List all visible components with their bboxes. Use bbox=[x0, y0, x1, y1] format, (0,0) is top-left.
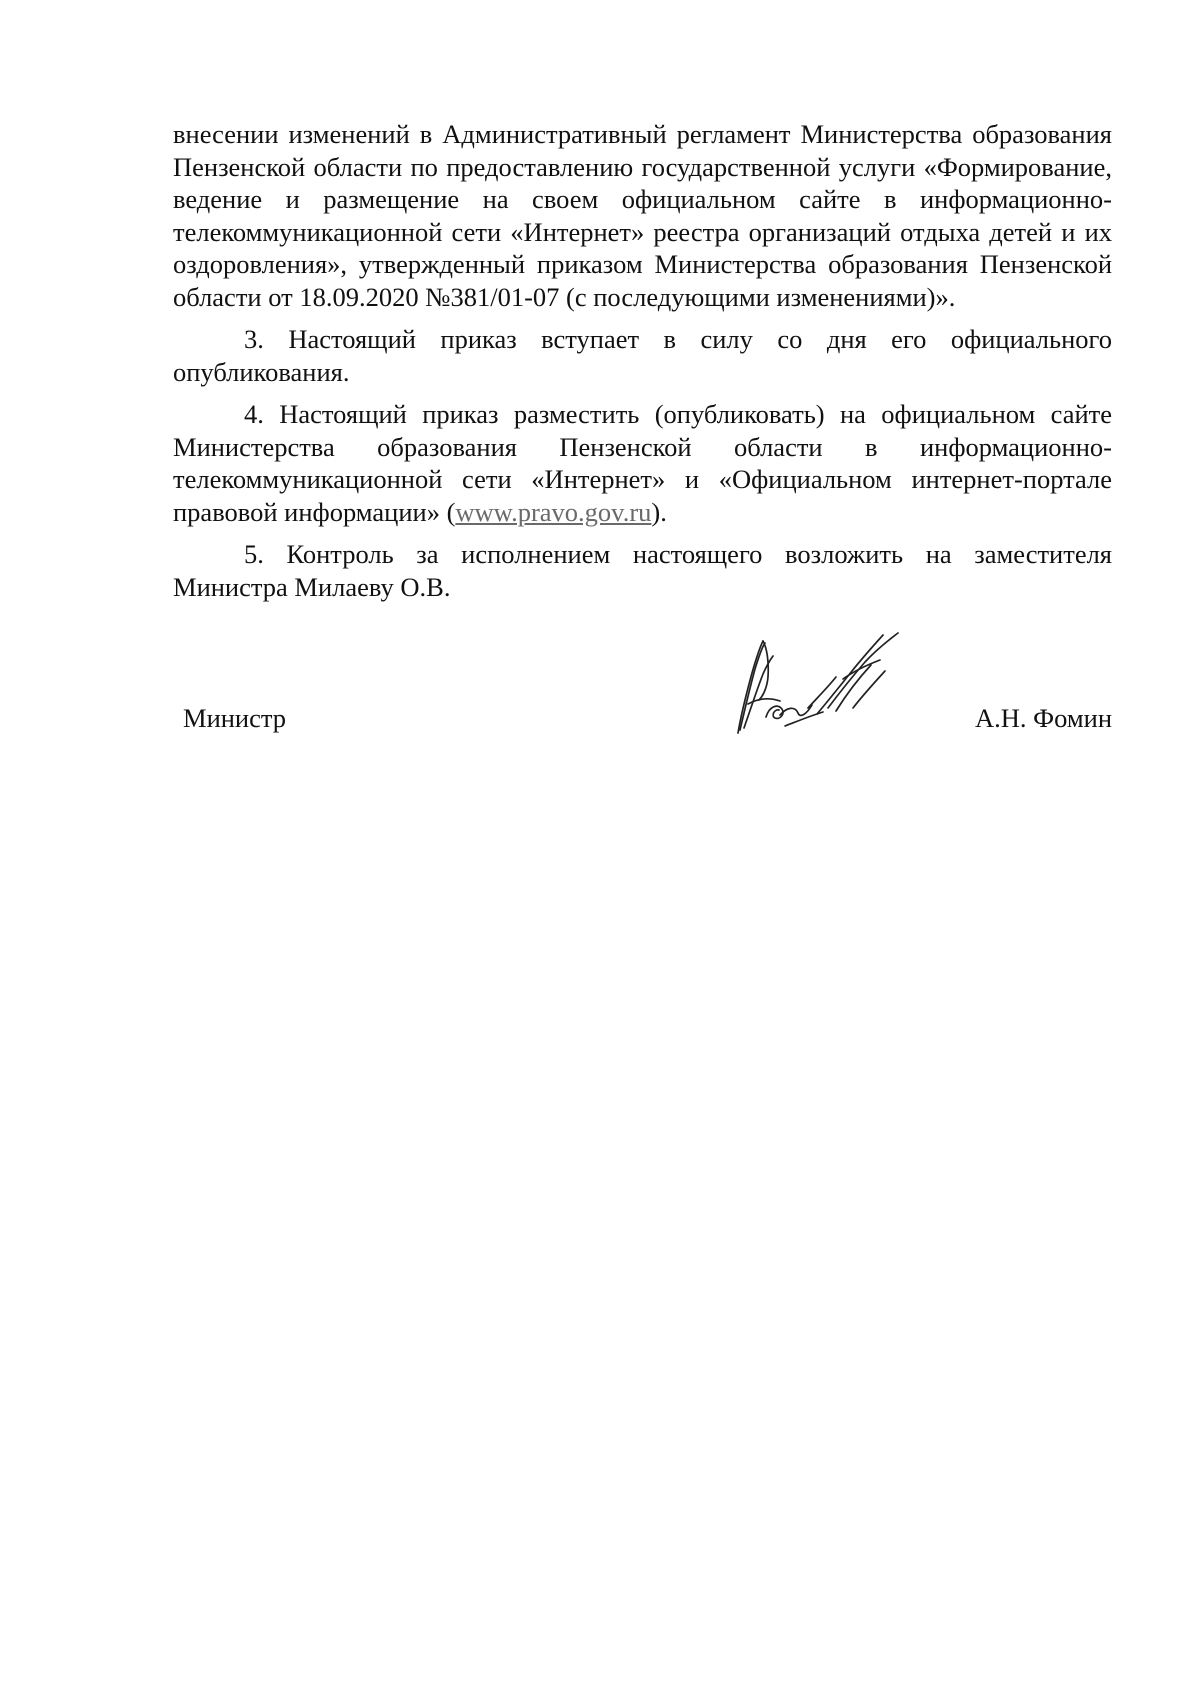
signer-name: А.Н. Фомин bbox=[975, 703, 1112, 733]
document-body bbox=[173, 118, 1112, 603]
publication-text-after-link: ). bbox=[651, 496, 667, 527]
pravo-gov-link[interactable]: www.pravo.gov.ru bbox=[455, 496, 652, 527]
paragraph-effective-date: 3. Настоящий приказ вступает в силу со дня его официального опубликования. bbox=[173, 324, 1112, 387]
paragraph-amendment-continuation: внесении изменений в Административный регламент Министерства образования Пензенской области по предоставлению государственной услуги «Формирование, ведение и размещение на своем официальном сайте в информационно-телекоммуникационной сети «Интернет» реестра организаций отдыха детей и их оздоровления», утвержденный приказом Министерства образования Пензенской области от 18.09.2020 №381/01-07 (с последующими изменениями)». bbox=[173, 119, 1112, 312]
paragraph-control: 5. Контроль за исполнением настоящего возложить на заместителя Министра Милаеву О.В. bbox=[173, 539, 1112, 602]
signer-title: Министр bbox=[183, 703, 287, 733]
signature-block bbox=[183, 702, 1112, 742]
paragraph-publication bbox=[173, 398, 1112, 528]
publication-text-before-link: 4. Настоящий приказ разместить (опубликовать) на официальном сайте Министерства образования Пензенской области в информационно-телекоммуникационной сети «Интернет» и «Официальном интернет-портале правовой информации» ( bbox=[173, 399, 1112, 527]
handwritten-signature-icon bbox=[732, 625, 917, 745]
